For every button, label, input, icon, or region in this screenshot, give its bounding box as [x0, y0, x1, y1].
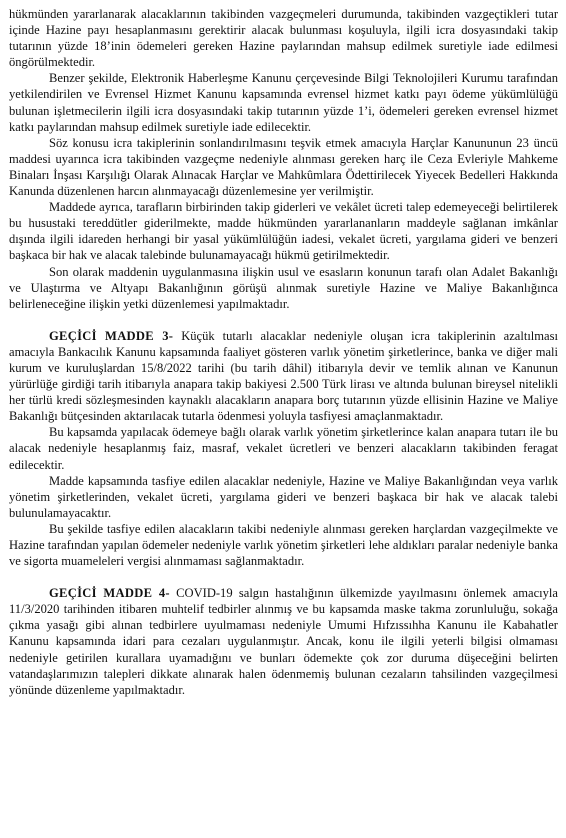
- madde-3-title: GEÇİCİ MADDE 3-: [49, 328, 174, 343]
- madde-4-body: COVID-19 salgın hastalığının ülkemizde yayılmasını önlemek amacıyla 11/3/2020 tarihinden itibaren muhtelif tedbirler alınmış ve bu kapsamda maske takma zorunluluğu, sokağa çıkma yasağı gibi alınan tedbirlere uyulmaması nedeniyle Umumi Hıfzıssıhha Kanunu ile Kabahatler Kanunu kapsamında idari para cezaları uygulanmıştır. Ancak, konu ile ilgili yeterli bilgisi olmaması nedeniyle getirilen kurallara uyamadığını ve bunları ödemekte çok zor duruma düşeceğini belirten vatandaşlarımızın talepleri dikkate alınarak halen ödenmemiş bulunan cezaların tahsilinden vazgeçilmesi yönünde düzenleme yapılmaktadır.: [9, 586, 558, 697]
- paragraph-usul-esaslar: Son olarak maddenin uygulanmasına ilişkin usul ve esasların konunun tarafı olan Adalet Bakanlığı ve Ulaştırma ve Altyapı Bakanlığının görüşü alınmak suretiyle Hazine ve Maliye Bakanlığınca belirleneceğine ilişkin yetki düzenlemesi yapılmaktadır.: [9, 264, 558, 311]
- madde-3-body: Küçük tutarlı alacaklar nedeniyle oluşan icra takiplerinin azaltılması amacıyla Bankacılık Kanunu kapsamında faaliyet gösteren varlık yönetim şirketlerince, banka ve diğer mali kurum ve kuruluşlardan 15/8/2022 tarihi (bu tarih dâhil) itibarıyla devir ve temlik alınan ve Kanunun yürürlüğe girdiği tarih itibarıyla anapara takip bakiyesi 2.500 Türk lirası ve altında bulunan bireysel nitelikli her türlü kredi sözleşmesinden kaynaklı alacakların anapara borç tutarının yüzde ellisinin Hazine ve Maliye Bakanlığı bütçesinden aktarılacak tutarla ödenmesi yoluyla tasfiyesi amaçlanmaktadır.: [9, 328, 558, 424]
- paragraph-anapara-feragat: Bu kapsamda yapılacak ödemeye bağlı olarak varlık yönetim şirketlerince kalan anapara tutarı ile bu alacak nedeniyle hesaplanmış faiz, masraf, vekalet ücretleri ve benzeri alacakların takibinden feragat edilecektir.: [9, 425, 558, 472]
- paragraph-gecici-madde-4: [9, 585, 558, 698]
- madde-4-title: GEÇİCİ MADDE 4-: [49, 586, 170, 601]
- paragraph-tasfiye-talep: Madde kapsamında tasfiye edilen alacaklar nedeniyle, Hazine ve Maliye Bakanlığından veya varlık yönetim şirketlerinden, vekalet ücreti, yargılama gideri ve benzeri başkaca bir hak ve alacak talebi bulunulamayacaktır.: [9, 473, 558, 520]
- paragraph-harclar: Söz konusu icra takiplerinin sonlandırılmasını teşvik etmek amacıyla Harçlar Kanununun 23 üncü maddesi uyarınca icra takibinden vazgeçme nedeniyle alınması gereken harç ile Ceza Evleriyle Mahkeme Binaları İnşası Karşılığı Olarak Alınacak Harçlar ve Mahkûmlara Ödettirilecek Yiyecek Bedelleri Hakkında Kanunda düzenlenen harcın alınmayacağı düzenlemesine yer verilmiştir.: [9, 135, 558, 199]
- paragraph-harc-vergi: Bu şekilde tasfiye edilen alacakların takibi nedeniyle alınması gereken harçlardan vazgeçilmekte ve Hazine tarafından yapılan ödemeler nedeniyle varlık yönetim şirketleri lehe aldıkları paralar nedeniyle banka ve sigorta muameleleri vergisi alınmaması sağlanmaktadır.: [9, 521, 558, 569]
- paragraph-gecici-madde-3: [9, 328, 558, 425]
- paragraph-evrensel-hizmet: Benzer şekilde, Elektronik Haberleşme Kanunu çerçevesinde Bilgi Teknolojileri Kurumu tarafından yetkilendirilen ve Evrensel Hizmet Kanunu kapsamında evrensel hizmet katkı payı ödeme yükümlülüğü bulunan işletmecilerin ilgili icra dosyasındaki takip tutarının yüzde 1’i, ödemeleri gereken evrensel hizmet katkı paylarından mahsup edilmek suretiyle iade edilecektir.: [9, 71, 558, 134]
- paragraph-vekalet-ucreti: Maddede ayrıca, tarafların birbirinden takip giderleri ve vekâlet ücreti talep edemeyeceği belirtilerek bu husustaki tereddütler giderilmekte, madde hükmünden yararlananların maddeyle sağlanan imkânlar dışında ilgili idareden herhangi bir yasal yükümlülüğün iadesi, vekalet ücreti, yargılama gideri ve benzeri başkaca bir hak ve alacak talebinde bulunamayacağı hükmü getirilmektedir.: [9, 200, 558, 263]
- paragraph-continued: hükmünden yararlanarak alacaklarının takibinden vazgeçmeleri durumunda, takibinden vazgeçtikleri tutar içinde Hazine payı hesaplanmasını gerektirir alacak bulunması koşuluyla, ilgili icra dosyasındaki takip tutarının yüzde 18’inin ödemeleri gereken Hazine paylarından mahsup edilmek suretiyle iade edilmesi öngörülmektedir.: [9, 7, 558, 70]
